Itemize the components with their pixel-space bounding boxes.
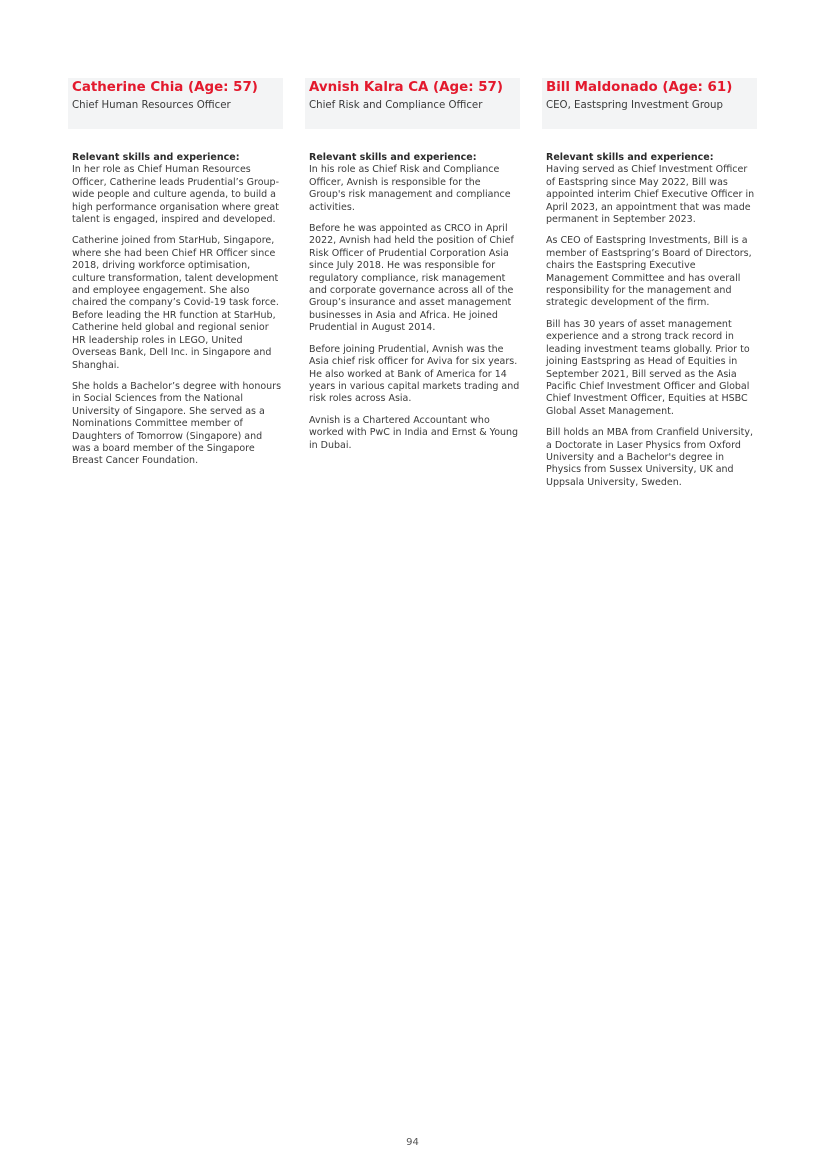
skills-heading: Relevant skills and experience: bbox=[309, 152, 477, 163]
profile-name: Catherine Chia (Age: 57) bbox=[72, 80, 258, 95]
profile-body bbox=[542, 129, 757, 489]
bio-paragraph: Before he was appointed as CRCO in April 2022, Avnish had held the position of Chief Risk Officer of Prudential Corporation Asia since July 2018. He was responsible for regulatory compliance, risk management and corporate governance across all of the Group’s insurance and asset management businesses in Asia and Africa. He joined Prudential in August 2014. bbox=[309, 223, 514, 334]
profile-catherine-chia bbox=[68, 78, 283, 477]
bio-paragraph: As CEO of Eastspring Investments, Bill is a member of Eastspring’s Board of Directors, chairs the Eastspring Executive Management Committee and has overall responsibility for the management and strategic development of the firm. bbox=[546, 235, 752, 309]
profile-header bbox=[68, 78, 283, 129]
profile-header bbox=[305, 78, 520, 129]
profile-header bbox=[542, 78, 757, 129]
profile-avnish-kalra bbox=[305, 78, 520, 461]
bio-paragraph: In his role as Chief Risk and Compliance Officer, Avnish is responsible for the Group's risk management and compliance activities. bbox=[309, 164, 511, 213]
profile-name: Avnish Kalra CA (Age: 57) bbox=[309, 80, 503, 95]
skills-heading: Relevant skills and experience: bbox=[72, 152, 240, 163]
page-number: 94 bbox=[406, 1137, 419, 1148]
bio-paragraph: Having served as Chief Investment Officer of Eastspring since May 2022, Bill was appointed interim Chief Executive Officer in April 2023, an appointment that was made permanent in September 2023. bbox=[546, 164, 755, 226]
bio-paragraph: Catherine joined from StarHub, Singapore, where she had been Chief HR Officer since 2018, driving workforce optimisation, culture transformation, talent development and employee engagement. She also chaired the company’s Covid-19 task force. Before leading the HR function at StarHub, Catherine held global and regional senior HR leadership roles in LEGO, United Overseas Bank, Dell Inc. in Singapore and Shanghai. bbox=[72, 235, 279, 371]
skills-heading: Relevant skills and experience: bbox=[546, 152, 714, 163]
profile-body bbox=[68, 129, 283, 468]
bio-paragraph: Before joining Prudential, Avnish was the Asia chief risk officer for Aviva for six years. He also worked at Bank of America for 14 years in various capital markets trading and risk roles across Asia. bbox=[309, 343, 520, 405]
profile-name: Bill Maldonado (Age: 61) bbox=[546, 80, 733, 95]
profile-body bbox=[305, 129, 520, 452]
profile-role: Chief Human Resources Officer bbox=[72, 100, 231, 111]
bio-paragraph: Bill has 30 years of asset management experience and a strong track record in leading investment teams globally. Prior to joining Eastspring as Head of Equities in September 2021, Bill served as the Asia Pacific Chief Investment Officer and Global Chief Investment Officer, Equities at HSBC Global Asset Management. bbox=[546, 318, 750, 417]
profile-role: Chief Risk and Compliance Officer bbox=[309, 100, 483, 111]
profile-bill-maldonado bbox=[542, 78, 757, 498]
bio-paragraph: She holds a Bachelor’s degree with honours in Social Sciences from the National University of Singapore. She served as a Nominations Committee member of Daughters of Tomorrow (Singapore) and was a board member of the Singapore Breast Cancer Foundation. bbox=[72, 380, 282, 467]
bio-paragraph: In her role as Chief Human Resources Officer, Catherine leads Prudential’s Group-wide people and culture agenda, to build a high performance organisation where great talent is engaged, inspired and developed. bbox=[72, 164, 280, 226]
bio-paragraph: Bill holds an MBA from Cranfield University, a Doctorate in Laser Physics from Oxford University and a Bachelor's degree in Physics from Sussex University, UK and Uppsala University, Sweden. bbox=[546, 427, 753, 488]
bio-paragraph: Avnish is a Chartered Accountant who worked with PwC in India and Ernst & Young in Dubai. bbox=[309, 414, 519, 451]
profile-role: CEO, Eastspring Investment Group bbox=[546, 100, 723, 111]
